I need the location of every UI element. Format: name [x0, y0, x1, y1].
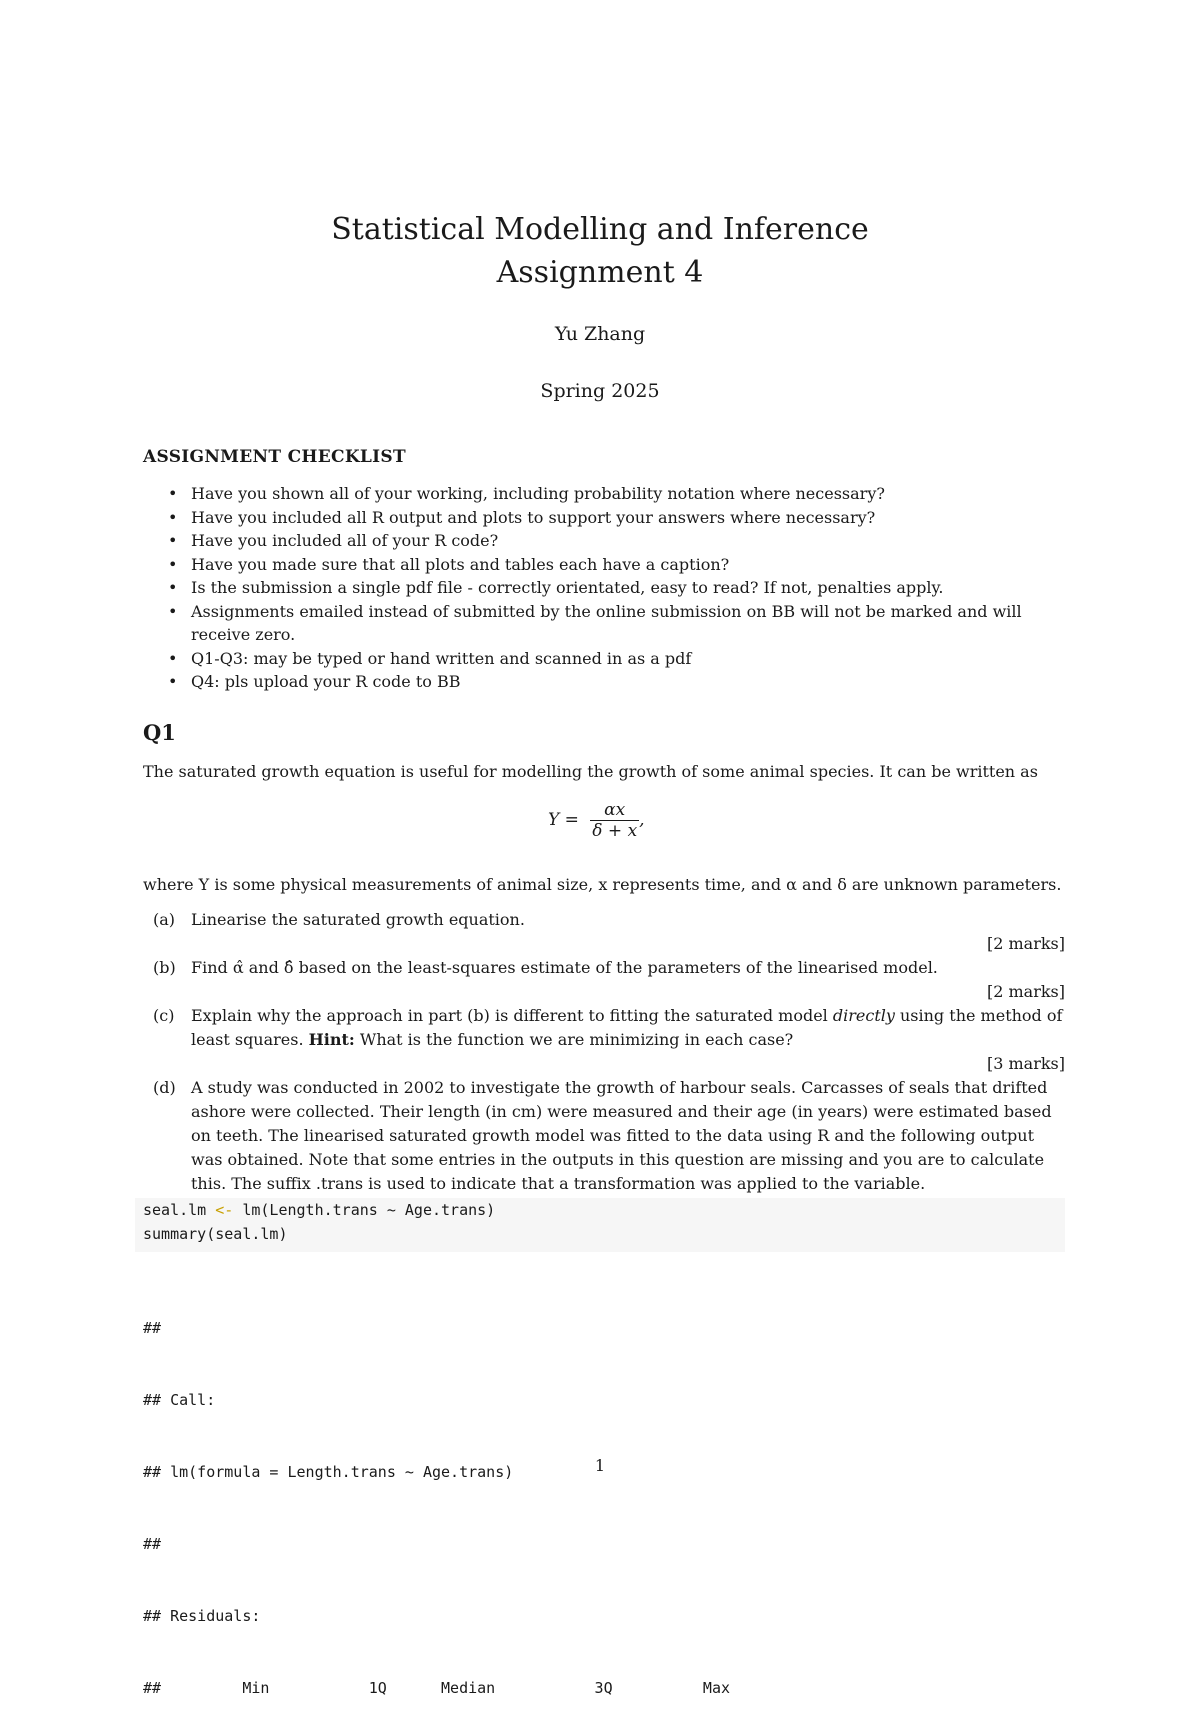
- list-item: • Have you included all R output and plots to support your answers where necessary?: [168, 507, 876, 527]
- q1-where-text: where Y is some physical measurements of animal size, x represents time, and α and δ are unknown parameters.: [143, 875, 1062, 894]
- code-text: seal.lm: [143, 1201, 216, 1219]
- page-number: 1: [594, 1456, 606, 1475]
- equation-trail: ,: [639, 810, 645, 830]
- saturated-growth-equation: [548, 800, 645, 841]
- part-marks: [3 marks]: [986, 1054, 1065, 1073]
- part-label: (d): [153, 1078, 176, 1097]
- part-text-b: using the method of least squares.: [191, 1006, 1063, 1049]
- equation-fraction: [590, 800, 639, 841]
- list-item: • Have you shown all of your working, including probability notation where necessary?: [168, 484, 885, 503]
- list-item-text: Is the submission a single pdf file - correctly orientated, easy to read? If not, penalties apply.: [191, 578, 944, 597]
- term: Spring 2025: [540, 380, 660, 402]
- hint-text: What is the function we are minimizing in each case?: [354, 1030, 794, 1049]
- part-d: [143, 1076, 1065, 1196]
- part-label: (a): [153, 910, 176, 929]
- code-text: lm(Length.trans ~ Age.trans): [233, 1201, 496, 1219]
- part-a: [143, 908, 1065, 956]
- equation-denominator: δ + x: [592, 821, 638, 841]
- output-line: ## Call:: [143, 1391, 216, 1409]
- list-item: • Have you included all of your R code?: [168, 531, 499, 550]
- list-item: • Q1-Q3: may be typed or hand written and scanned in as a pdf: [168, 648, 692, 668]
- list-item: • Have you made sure that all plots and tables each have a caption?: [168, 554, 730, 574]
- author: Yu Zhang: [554, 323, 646, 345]
- part-text: A study was conducted in 2002 to investigate the growth of harbour seals. Carcasses of seals that drifted ashore were collected. Their length (in cm) were measured and their age (in years) were estimated based on teeth. The linearised saturated growth model was fitted to the data using R and the following output was obtained. Note that some entries in the outputs in this question are missing and you are to calculate this. The suffix .trans is used to indicate that a transformation was applied to the variable.: [191, 1078, 1052, 1193]
- list-item-text: Have you made sure that all plots and tables each have a caption?: [191, 554, 730, 574]
- r-code-block: [135, 1198, 1065, 1252]
- list-item-text: Q1-Q3: may be typed or hand written and scanned in as a pdf: [191, 648, 692, 668]
- list-item-text: Have you included all of your R code?: [191, 531, 499, 550]
- part-marks: [2 marks]: [986, 934, 1065, 953]
- part-text: [191, 1004, 1065, 1052]
- code-line: [135, 1198, 1065, 1222]
- list-item-text: Have you shown all of your working, including probability notation where necessary?: [191, 484, 885, 503]
- question-heading-q1: Q1: [143, 720, 176, 745]
- list-item-text: Q4: pls upload your R code to BB: [191, 672, 461, 691]
- output-line: ## Residuals:: [143, 1607, 261, 1625]
- document-title: Statistical Modelling and Inference: [331, 212, 869, 247]
- part-text-emphasis: directly: [832, 1006, 895, 1025]
- part-marks: [2 marks]: [986, 982, 1065, 1001]
- output-line: ##: [143, 1535, 162, 1553]
- part-text: Linearise the saturated growth equation.: [191, 910, 525, 929]
- checklist: [143, 482, 1063, 694]
- part-b: [143, 956, 1065, 1004]
- output-line: ## lm(formula = Length.trans ~ Age.trans): [143, 1463, 514, 1481]
- list-item: • Q4: pls upload your R code to BB: [168, 672, 461, 691]
- code-assign-operator: <-: [215, 1201, 234, 1219]
- part-text: Find α̂ and δ̂ based on the least-squares estimate of the parameters of the linearised model.: [191, 958, 938, 977]
- output-line: ## Min 1Q Median 3Q Max: [143, 1679, 730, 1697]
- document-subtitle: Assignment 4: [496, 255, 704, 290]
- part-label: (b): [153, 958, 176, 977]
- output-line: ##: [143, 1319, 162, 1337]
- list-item-text: Assignments emailed instead of submitted by the online submission on BB will not be marked and will receive zero.: [191, 601, 1022, 644]
- code-line: summary(seal.lm): [143, 1225, 288, 1243]
- list-item: • Is the submission a single pdf file - correctly orientated, easy to read? If not, penalties apply.: [168, 578, 944, 597]
- equation-numerator: αx: [590, 800, 639, 821]
- hint-label: Hint:: [308, 1030, 355, 1049]
- q1-intro: The saturated growth equation is useful for modelling the growth of some animal species. It can be written as: [143, 762, 1038, 781]
- list-item-text: Have you included all R output and plots to support your answers where necessary?: [191, 507, 876, 527]
- part-text-a: Explain why the approach in part (b) is different to fitting the saturated model: [191, 1006, 833, 1025]
- q1-parts: [143, 908, 1065, 1196]
- list-item: • Assignments emailed instead of submitted by the online submission on BB will not be marked and will receive zero.: [168, 601, 1022, 644]
- r-output-block: [143, 1268, 730, 1724]
- part-c: [143, 1004, 1065, 1076]
- part-label: (c): [153, 1006, 175, 1025]
- equation-lhs: Y =: [548, 810, 579, 830]
- checklist-heading: ASSIGNMENT CHECKLIST: [143, 447, 406, 467]
